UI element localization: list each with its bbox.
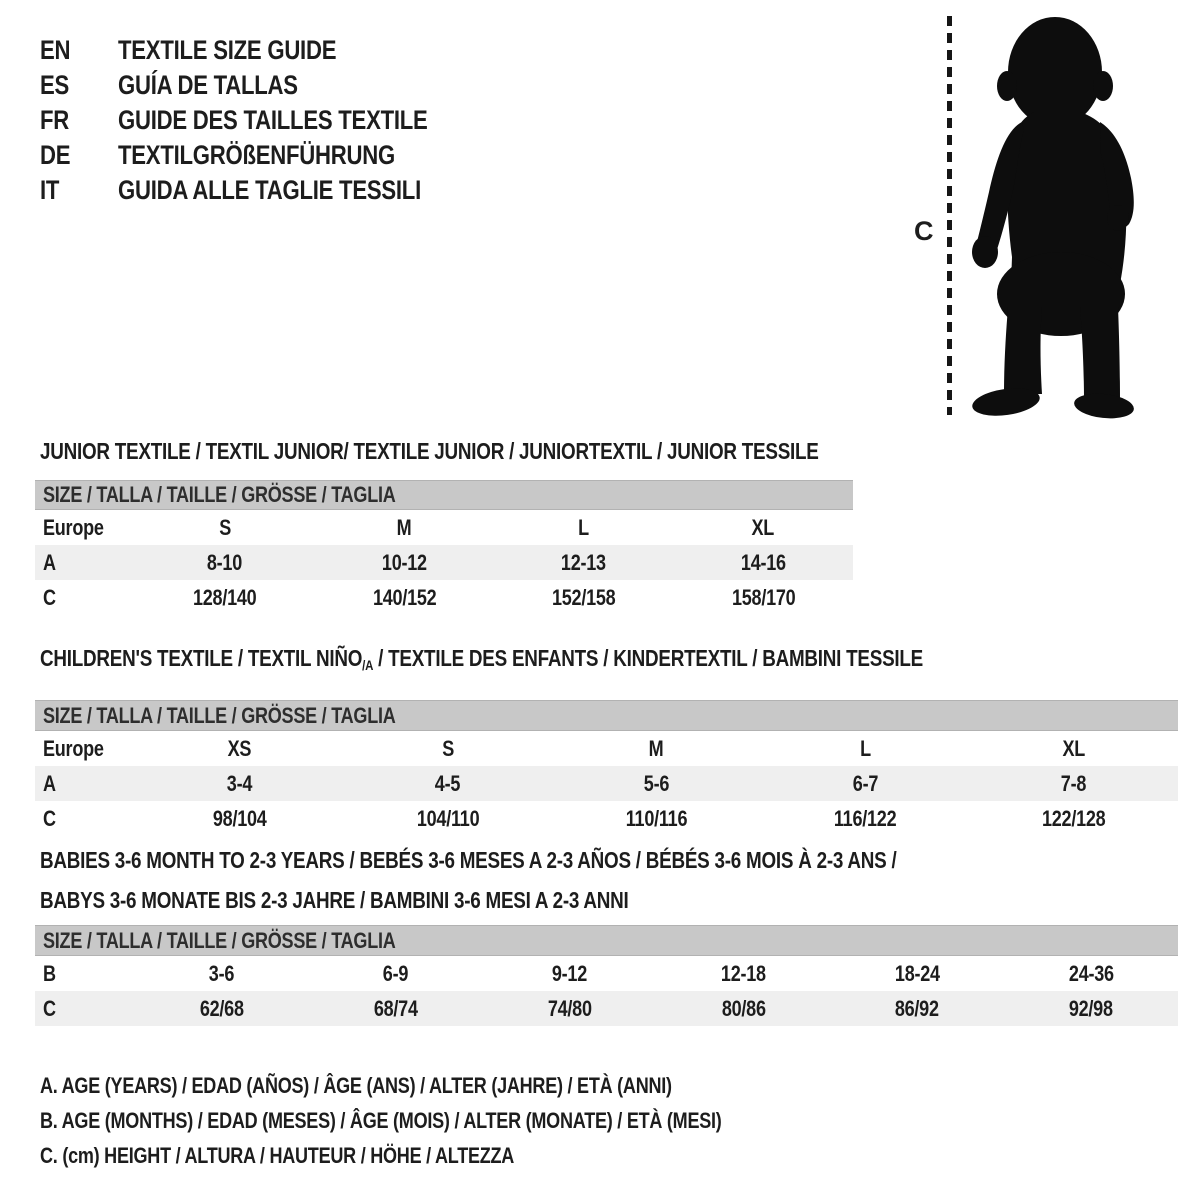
row-label: C (43, 584, 56, 610)
legend-line-c: C. (cm) HEIGHT / ALTURA / HAUTEUR / HÖHE / ALTEZZA (40, 1142, 515, 1168)
guide-title-es: GUÍA DE TALLAS (118, 70, 298, 100)
height-measure-dashed-line (947, 16, 952, 415)
language-code: ES (40, 70, 70, 100)
language-code: DE (40, 140, 71, 170)
table-row-age-months: B 3-6 6-9 9-12 12-18 18-24 24-36 (43, 960, 1114, 986)
junior-section-title: JUNIOR TEXTILE / TEXTIL JUNIOR/ TEXTILE JUNIOR / JUNIORTEXTIL / JUNIOR TESSILE (40, 438, 819, 464)
table-row-europe: Europe S M L XL (43, 514, 775, 540)
legend-line-a: A. AGE (YEARS) / EDAD (AÑOS) / ÂGE (ANS) / ALTER (JAHRE) / ETÀ (ANNI) (40, 1072, 672, 1098)
babies-title-line1: BABIES 3-6 MONTH TO 2-3 YEARS / BEBÉS 3-6 MESES A 2-3 AÑOS / BÉBÉS 3-6 MOIS À 2-3 ANS / (40, 847, 897, 873)
junior-size-table (35, 480, 853, 615)
language-row-en (40, 33, 496, 68)
language-row-de (40, 138, 496, 173)
children-size-table (35, 700, 1178, 836)
guide-title-en: TEXTILE SIZE GUIDE (118, 35, 337, 65)
row-label: Europe (43, 735, 104, 761)
children-section-title: CHILDREN'S TEXTILE / TEXTIL NIÑO/A / TEXTILE DES ENFANTS / KINDERTEXTIL / BAMBINI TESSILE (40, 645, 924, 673)
size-header-bar: SIZE / TALLA / TAILLE / GRÖSSE / TAGLIA (35, 700, 1178, 731)
language-code: EN (40, 35, 71, 65)
guide-title-fr: GUIDE DES TAILLES TEXTILE (118, 105, 428, 135)
legend-line-b: B. AGE (MONTHS) / EDAD (MESES) / ÂGE (MOIS) / ALTER (MONATE) / ETÀ (MESI) (40, 1107, 722, 1133)
table-row-height: C 128/140 140/152 152/158 158/170 (43, 584, 795, 610)
guide-title-de: TEXTILGRÖßENFÜHRUNG (118, 140, 395, 170)
measurement-legend (40, 1068, 871, 1173)
size-header-bar: SIZE / TALLA / TAILLE / GRÖSSE / TAGLIA (35, 925, 1178, 956)
row-label: Europe (43, 514, 104, 540)
language-title-list (40, 33, 496, 208)
table-row-height: C 62/68 68/74 74/80 80/86 86/92 92/98 (35, 991, 1178, 1026)
row-label: A (43, 549, 56, 575)
row-label: A (43, 770, 56, 796)
table-row-age-years: A 3-4 4-5 5-6 6-7 7-8 (35, 766, 1178, 801)
babies-section-title (40, 840, 1085, 920)
table-row-height: C 98/104 104/110 110/116 116/122 122/128 (43, 805, 1106, 831)
guide-title-it: GUIDA ALLE TAGLIE TESSILI (118, 175, 421, 205)
row-label: C (43, 995, 56, 1021)
language-row-fr (40, 103, 496, 138)
size-header-bar: SIZE / TALLA / TAILLE / GRÖSSE / TAGLIA (35, 480, 853, 510)
nino-a-subscript: /A (362, 657, 374, 673)
table-row-europe: Europe XS S M L XL (43, 735, 1085, 761)
height-measure-label: C (914, 216, 934, 246)
table-row-age-years: A 8-10 10-12 12-13 14-16 (35, 545, 853, 580)
row-label: B (43, 960, 56, 986)
row-label: C (43, 805, 56, 831)
babies-size-table (35, 925, 1178, 1026)
toddler-silhouette-image (962, 12, 1167, 420)
language-row-it (40, 173, 496, 208)
language-code: FR (40, 105, 70, 135)
language-row-es (40, 68, 496, 103)
language-code: IT (40, 175, 60, 205)
babies-title-line2: BABYS 3-6 MONATE BIS 2-3 JAHRE / BAMBINI 3-6 MESI A 2-3 ANNI (40, 887, 629, 913)
